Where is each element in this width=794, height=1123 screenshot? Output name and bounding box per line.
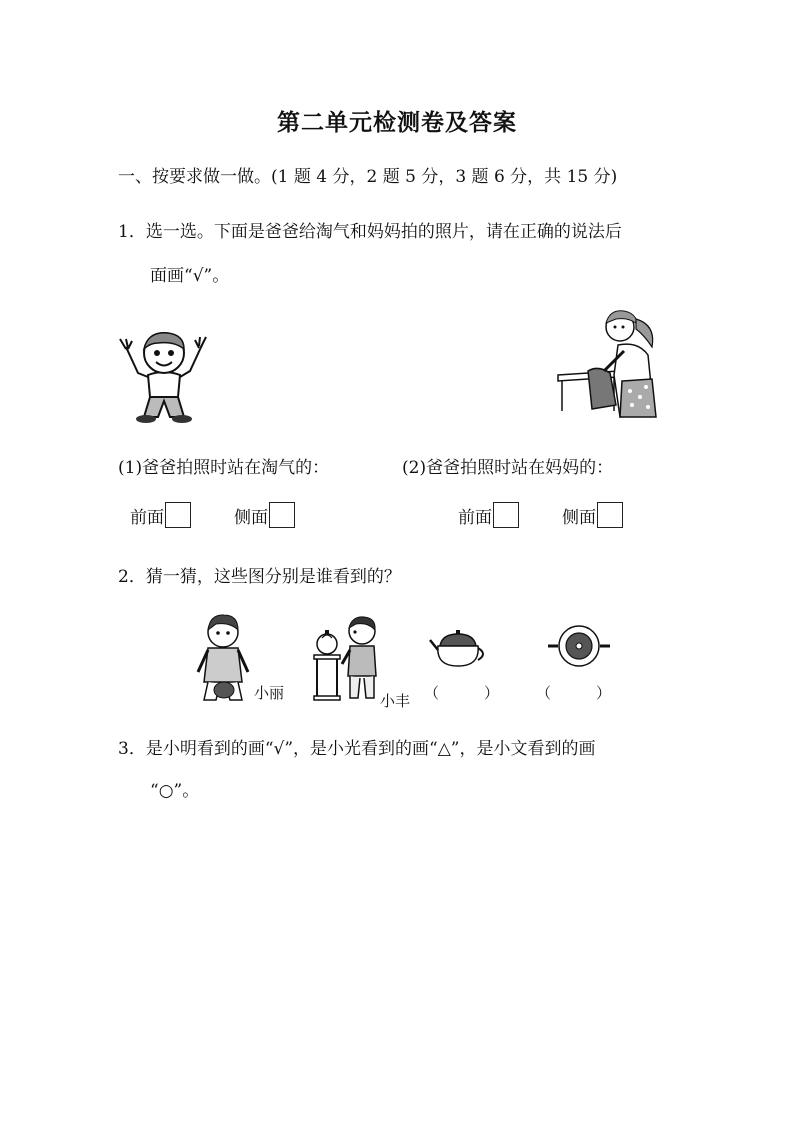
question-1-text-line1: 1．选一选。下面是爸爸给淘气和妈妈拍的照片，请在正确的说法后 <box>118 222 622 242</box>
front-label: 前面 <box>130 508 164 528</box>
front-label: 前面 <box>458 508 492 528</box>
question-2-text: 2．猜一猜，这些图分别是谁看到的？ <box>118 567 401 587</box>
question-1-sub-2: (2)爸爸拍照时站在妈妈的： <box>402 458 614 478</box>
mother-image <box>558 305 662 419</box>
question-3-text-line2: “○”。 <box>150 781 200 801</box>
side-label: 侧面 <box>562 508 596 528</box>
name-xiaofeng: 小丰 <box>380 692 411 710</box>
answer-box-front-taoqi[interactable] <box>165 502 191 528</box>
answer-blank-top-view[interactable]: （ ） <box>536 684 612 702</box>
section-1-heading: 一、按要求做一做。(1 题 4 分，2 题 5 分，3 题 6 分，共 15 分) <box>118 167 618 187</box>
question-3-text-line1: 3．是小明看到的画“√”，是小光看到的画“△”，是小文看到的画 <box>118 739 596 759</box>
answer-box-side-taoqi[interactable] <box>269 502 295 528</box>
answer-front-taoqi <box>130 502 191 528</box>
teapot-top-view-image <box>546 624 612 670</box>
name-xiaoli: 小丽 <box>254 684 285 702</box>
question-1-sub-1: (1)爸爸拍照时站在淘气的： <box>118 458 330 478</box>
teapot-on-stand-image <box>310 628 344 702</box>
answer-box-side-mother[interactable] <box>597 502 623 528</box>
answer-blank-side-view[interactable]: （ ） <box>424 684 500 702</box>
boy-xiaofeng-image <box>340 614 382 702</box>
teapot-side-view-image <box>430 628 486 670</box>
girl-xiaoli-image <box>194 612 252 704</box>
page-title: 第二单元检测卷及答案 <box>277 110 517 136</box>
answer-side-taoqi <box>234 502 295 528</box>
answer-side-mother <box>562 502 623 528</box>
side-label: 侧面 <box>234 508 268 528</box>
answer-box-front-mother[interactable] <box>493 502 519 528</box>
boy-taoqi-image <box>118 325 210 425</box>
question-1-text-line2: 面画“√”。 <box>150 266 230 286</box>
answer-front-mother <box>458 502 519 528</box>
